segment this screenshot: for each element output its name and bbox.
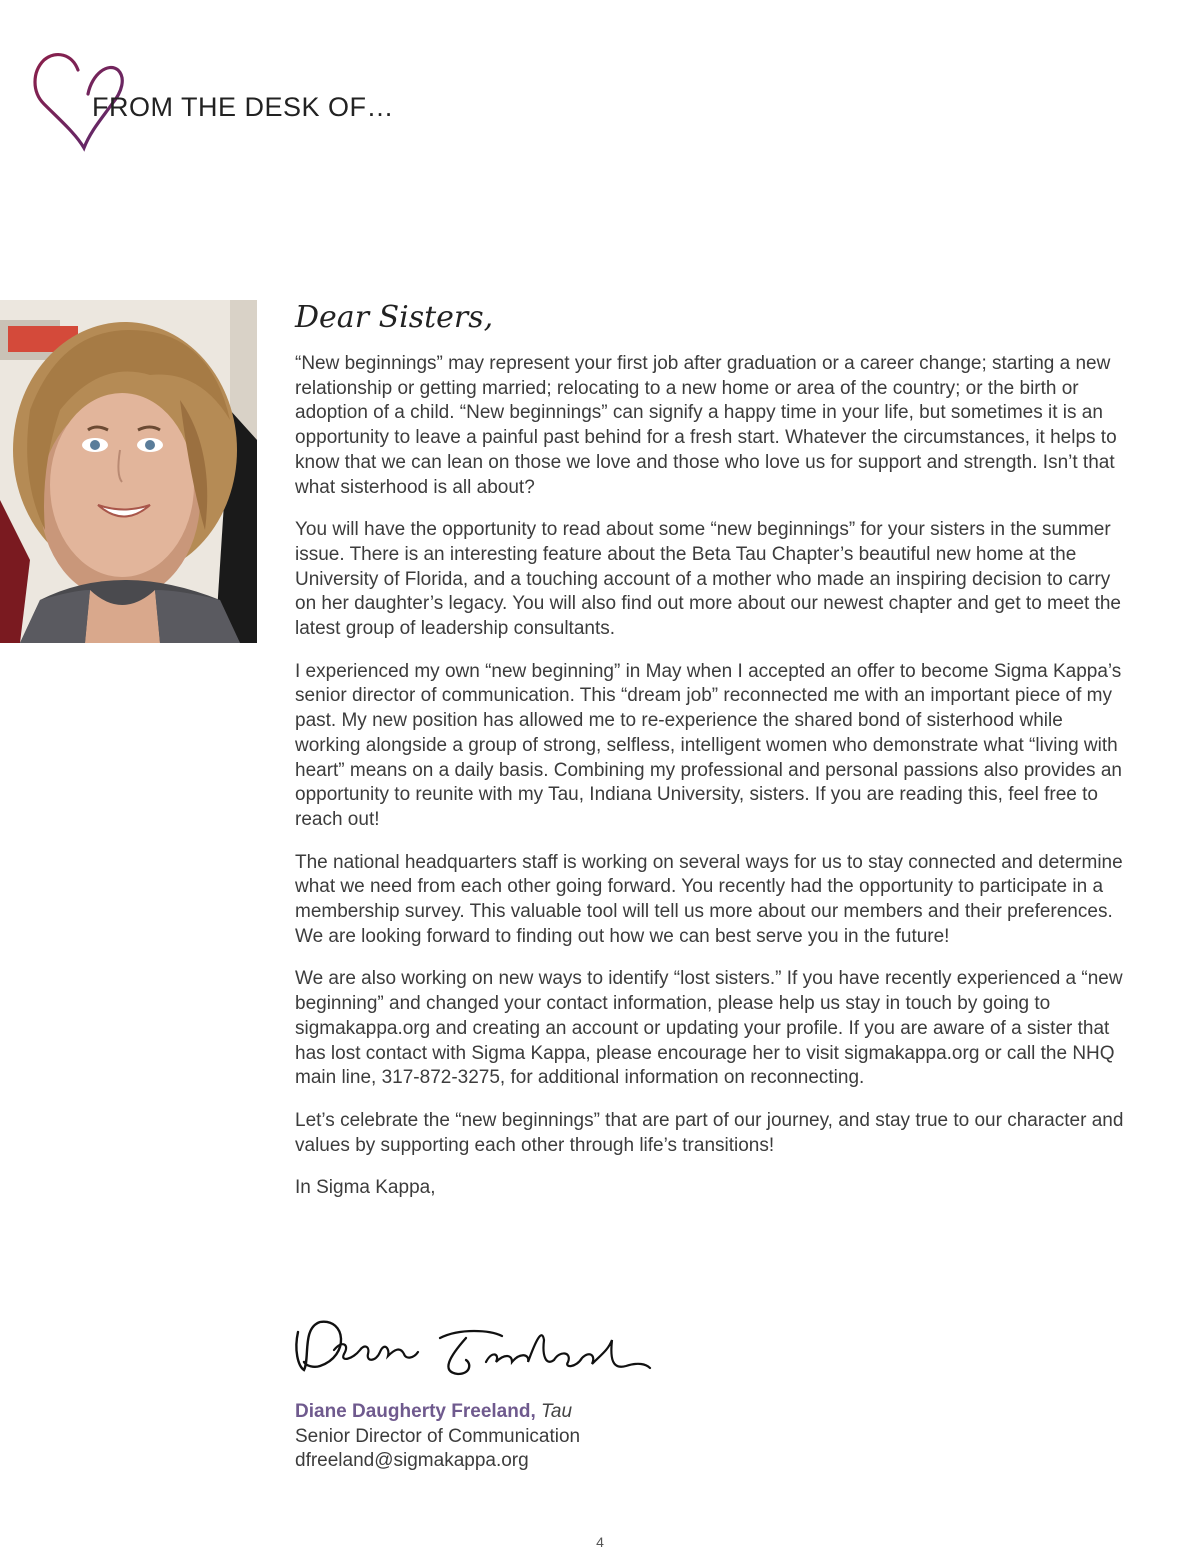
handwritten-signature <box>290 1310 670 1390</box>
paragraph: I experienced my own “new beginning” in May when I accepted an offer to become Sigma Kappa’s senior director of communication. This “dream job” reconnected me with an important piece of my past. My new position has allowed me to re-experience the shared bond of sisterhood while working alongside a group of strong, selfless, intelligent women who demonstrate what “living with heart” means on a daily basis. Combining my professional and personal passions also provides an opportunity to reunite with my Tau, Indiana University, sisters. If you are reading this, feel free to reach out! <box>295 660 1122 830</box>
paragraph: “New beginnings” may represent your first job after graduation or a career change; starting a new relationship or getting married; relocating to a new home or area of the country; or the birth or adoption of a child. “New beginnings” can signify a happy time in your life, but sometimes it is an opportunity to leave a painful past behind for a fresh start. Whatever the circumstances, it helps to know that we can lean on those we love and those who love us for support and strength. Isn’t that what sisterhood is all about? <box>295 353 1117 498</box>
page-number: 4 <box>596 1534 604 1550</box>
signer-title: Senior Director of Communication <box>295 1425 581 1447</box>
signer-block <box>295 1400 580 1474</box>
closing-line: In Sigma Kappa, <box>295 1177 436 1199</box>
paragraph: Let’s celebrate the “new beginnings” that are part of our journey, and stay true to our character and values by supporting each other through life’s transitions! <box>295 1109 1124 1156</box>
paragraph: You will have the opportunity to read about some “new beginnings” for your sisters in the summer issue. There is an interesting feature about the Beta Tau Chapter’s beautiful new home at the University of Florida, and a touching account of a mother who made an inspiring decision to carry on her daughter’s legacy. You will also find out more about our newest chapter and get to meet the latest group of leadership consultants. <box>295 519 1121 640</box>
signer-chapter: Tau <box>541 1401 573 1422</box>
salutation: Dear Sisters, <box>295 300 494 335</box>
signer-name: Diane Daugherty Freeland, <box>295 1401 536 1422</box>
section-title: FROM THE DESK OF… <box>92 92 395 122</box>
paragraph: We are also working on new ways to identify “lost sisters.” If you have recently experienced a “new beginning” and changed your contact information, please help us stay in touch by going to sigmakappa.org and creating an account or updating your profile. If you are aware of a sister that has lost contact with Sigma Kappa, please encourage her to visit sigmakappa.org or call the NHQ main line, 317-872-3275, for additional information on reconnecting. <box>295 968 1123 1089</box>
letter-body <box>295 298 1125 1201</box>
signer-email[interactable]: dfreeland@sigmakappa.org <box>295 1450 529 1472</box>
paragraph: The national headquarters staff is working on several ways for us to stay connected and determine what we need from each other going forward. You recently had the opportunity to participate in a membership survey. This valuable tool will tell us more about our members and their preferences. We are looking forward to finding out how we can best serve you in the future! <box>295 851 1123 947</box>
page-header <box>30 48 450 158</box>
signer-name-line <box>295 1400 580 1425</box>
portrait-photo <box>0 300 257 643</box>
